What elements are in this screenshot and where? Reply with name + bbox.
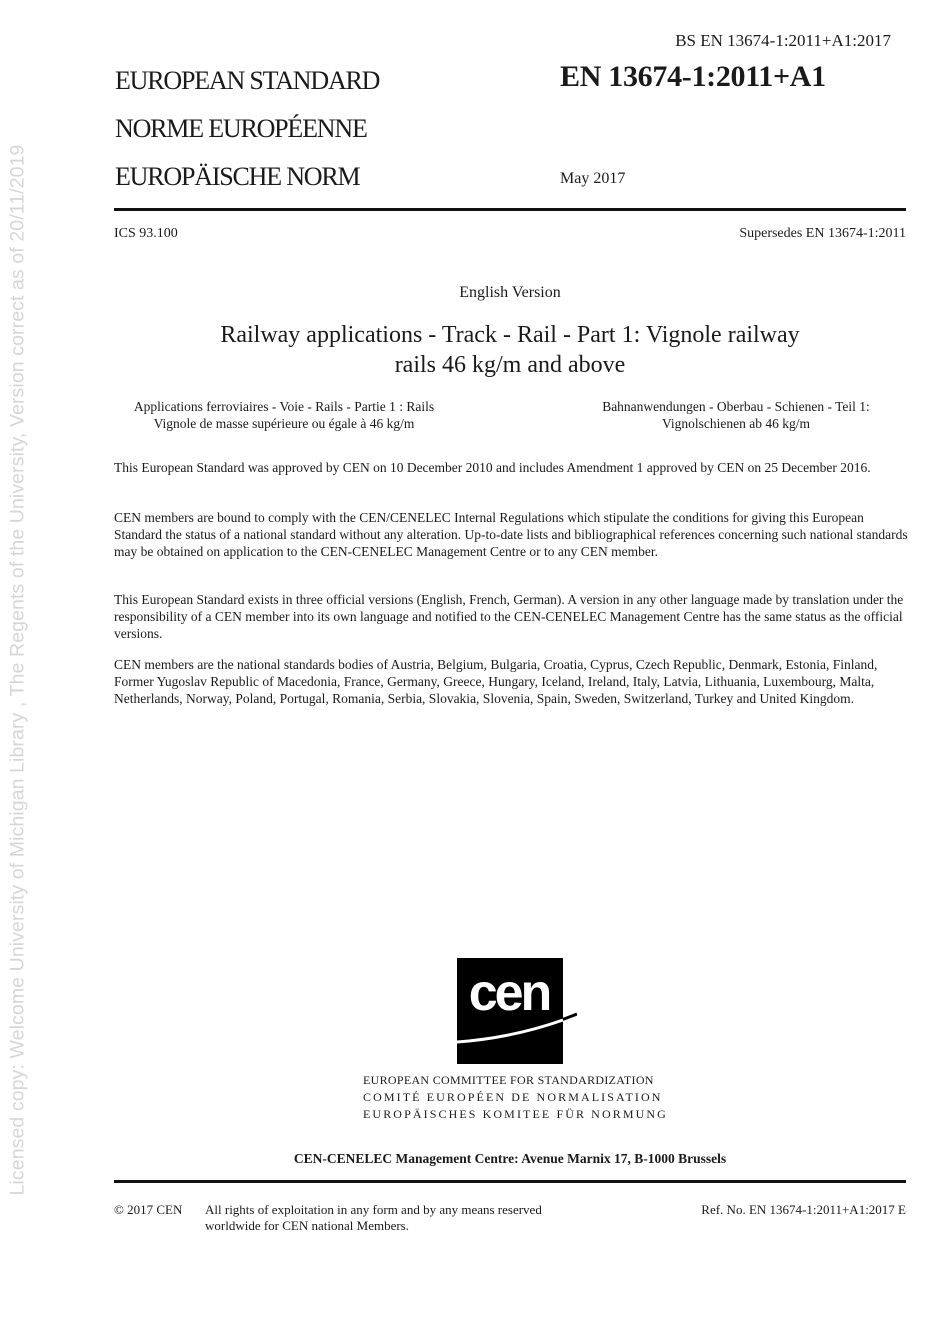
title-fr-line-1: Applications ferroviaires - Voie - Rails - Partie 1 : Rails	[133, 399, 435, 414]
title-german	[576, 398, 896, 432]
reference-number: Ref. No. EN 13674-1:2011+A1:2017 E	[701, 1202, 906, 1217]
paragraph-versions: This European Standard exists in three official versions (English, French, German). A version in any other language made by translation under the responsibility of a CEN member into its own language and notified to the CEN-CENELEC Management Centre has the same status as the official versions.	[114, 592, 904, 641]
ics-code: ICS 93.100	[114, 226, 178, 241]
title-fr-line-2: Vignole de masse supérieure ou égale à 46 kg/m	[153, 416, 415, 431]
bs-reference: BS EN 13674-1:2011+A1:2017	[675, 31, 891, 50]
publication-date: May 2017	[560, 170, 626, 187]
committee-en: EUROPEAN COMMITTEE FOR STANDARDIZATION	[363, 1073, 654, 1087]
paragraph-regulations: CEN members are bound to comply with the CEN/CENELEC Internal Regulations which stipulate the conditions for giving this European Standard the status of a national standard without any alteration. Up-to-date lists and bibliographical references concerning such national standards may be obtained on application to the CEN-CENELEC Management Centre or to any CEN member.	[114, 510, 908, 559]
standard-name-de: EUROPÄISCHE NORM	[115, 162, 360, 191]
rights-line-1: All rights of exploitation in any form and by any means reserved	[205, 1202, 542, 1217]
title-de-line-2: Vignolschienen ab 46 kg/m	[661, 416, 811, 431]
rights-statement	[205, 1202, 542, 1234]
paragraph-approval: This European Standard was approved by CEN on 10 December 2010 and includes Amendment 1 approved by CEN on 25 December 2016.	[114, 460, 871, 475]
supersedes: Supersedes EN 13674-1:2011	[739, 226, 906, 241]
cen-logo	[457, 958, 577, 1064]
paragraph-members: CEN members are the national standards bodies of Austria, Belgium, Bulgaria, Croatia, Cyprus, Czech Republic, Denmark, Estonia, Finland, Former Yugoslav Republic of Macedonia, France, Germany, Greece, Hungary, Iceland, Ireland, Italy, Latvia, Lithuania, Luxembourg, Malta, Netherlands, Norway, Poland, Portugal, Romania, Serbia, Slovakia, Slovenia, Spain, Sweden, Switzerland, Turkey and United Kingdom.	[114, 657, 878, 706]
title-line-2: rails 46 kg/m and above	[394, 352, 626, 378]
header-rule	[114, 208, 906, 211]
document-title	[180, 320, 840, 380]
rights-line-2: worldwide for CEN national Members.	[205, 1218, 409, 1233]
version-label: English Version	[459, 284, 561, 301]
footer-rule	[114, 1180, 906, 1183]
copyright: © 2017 CEN	[114, 1202, 183, 1217]
standard-name-fr: NORME EUROPÉENNE	[115, 114, 367, 143]
management-centre: CEN-CENELEC Management Centre: Avenue Marnix 17, B-1000 Brussels	[293, 1151, 727, 1166]
committee-fr: COMITÉ EUROPÉEN DE NORMALISATION	[363, 1090, 663, 1104]
en-number: EN 13674-1:2011+A1	[560, 60, 826, 93]
title-line-1: Railway applications - Track - Rail - Part 1: Vignole railway	[220, 322, 800, 348]
title-french	[114, 398, 454, 432]
logo-text: cen	[468, 964, 550, 1022]
committee-de: EUROPÄISCHES KOMITEE FÜR NORMUNG	[363, 1107, 668, 1121]
title-de-line-1: Bahnanwendungen - Oberbau - Schienen - Teil 1:	[602, 399, 870, 414]
license-watermark: Licensed copy: Welcome University of Michigan Library , The Regents of the University, Version correct as of 20/11/2019	[6, 144, 29, 1196]
standard-name-en: EUROPEAN STANDARD	[115, 66, 380, 95]
committee-names	[363, 1072, 668, 1123]
